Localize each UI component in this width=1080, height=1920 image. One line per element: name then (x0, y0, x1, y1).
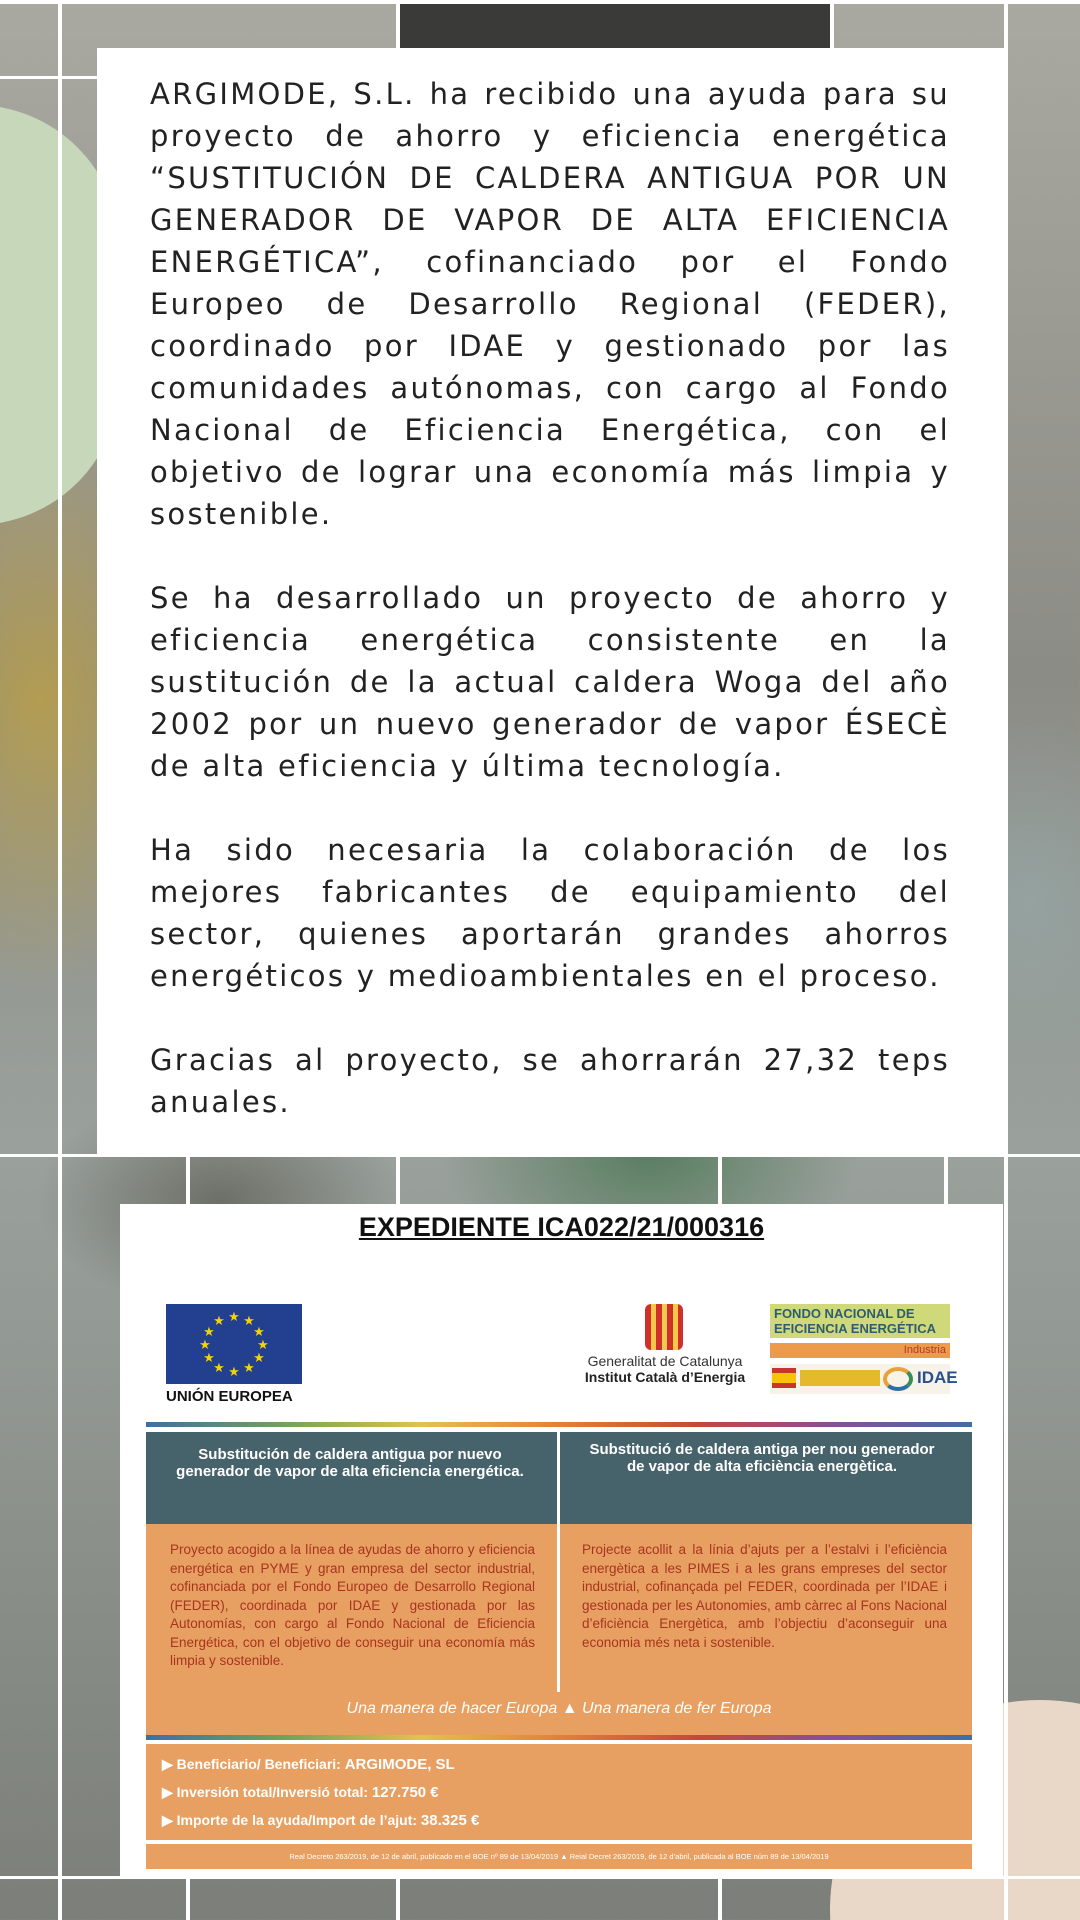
text-card (97, 48, 1004, 1154)
ministry-logo-icon (800, 1370, 880, 1386)
frame-line (0, 1876, 1080, 1879)
frame-line (0, 76, 97, 79)
funding-poster (120, 1204, 1003, 1876)
color-divider (146, 1422, 972, 1427)
paragraph-collaboration: Ha sido necesaria la colaboración de los mejores fabricantes de equipamiento del sector, quienes aportarán grandes ahorros energéticos y medioambientales en el proceso. (150, 833, 950, 993)
inversion-row (162, 1784, 439, 1801)
frame-line (58, 0, 62, 1920)
paragraph-project: Se ha desarrollado un proyecto de ahorro y eficiencia energética consistente en la sustitución de la actual caldera Woga del año 2002 por un nuevo generador de vapor ÉSECÈ de alta eficiencia y última tecnología. (150, 581, 950, 783)
fondo-nacional-subtitle: Industria (770, 1343, 950, 1358)
importe-row (162, 1812, 479, 1829)
legal-footnote: Real Decreto 263/2019, de 12 de abril, publicado en el BOE nº 89 de 13/04/2019 ▲ Reial Decret 263/2019, de 12 d’abril, publicada al BOE núm 89 de 13/04/2019 (146, 1844, 972, 1869)
svg-text:★: ★ (213, 1314, 225, 1329)
inversion-value: 127.750 € (371, 1784, 439, 1801)
frame-line (718, 1876, 722, 1920)
header-catalan: Substitució de caldera antiga per nou generador de vapor de alta eficiència energètica. (589, 1441, 935, 1475)
generalitat-name: Generalitat de Catalunya (587, 1353, 743, 1369)
svg-text:★: ★ (243, 1314, 255, 1329)
column-divider (557, 1432, 560, 1524)
column-divider (557, 1524, 560, 1692)
header-spanish: Substitución de caldera antigua por nuevo generador de vapor de alta eficiencia energética. (176, 1446, 524, 1480)
frame-line (830, 0, 834, 48)
frame-line (0, 1154, 1080, 1157)
frame-line (944, 1154, 948, 1204)
frame-line (0, 0, 1080, 4)
fondo-nacional-title: FONDO NACIONAL DE EFICIENCIA ENERGÉTICA (770, 1304, 950, 1338)
eu-flag-icon (166, 1304, 302, 1384)
frame-line (718, 1154, 722, 1204)
svg-text:★: ★ (213, 1361, 225, 1376)
expediente-title: EXPEDIENTE ICA022/21/000316 (358, 1212, 765, 1242)
svg-text:★: ★ (228, 1310, 240, 1325)
spain-flag-icon (772, 1368, 796, 1388)
beneficiario-value: ARGIMODE, SL (344, 1756, 455, 1773)
institut-name: Institut Català d’Energia (584, 1369, 746, 1385)
svg-text:★: ★ (203, 1325, 215, 1340)
paragraph-savings: Gracias al proyecto, se ahorrarán 27,32 teps anuales. (150, 1043, 950, 1119)
color-divider (146, 1735, 972, 1740)
svg-text:★: ★ (243, 1361, 255, 1376)
svg-text:★: ★ (253, 1325, 265, 1340)
svg-text:★: ★ (199, 1338, 211, 1353)
svg-text:★: ★ (228, 1365, 240, 1380)
idae-logo-icon (883, 1367, 913, 1391)
project-description-box (146, 1524, 972, 1736)
frame-line (186, 1876, 190, 1920)
beneficiario-label: ▶ Beneficiario/ Beneficiari: (162, 1756, 341, 1772)
background-photo-dark-area (400, 0, 830, 48)
eu-motto: Una manera de hacer Europa ▲ Una manera de fer Europa (346, 1700, 772, 1717)
paragraph-intro: ARGIMODE, S.L. ha recibido una ayuda para su proyecto de ahorro y eficiencia energética “SUSTITUCIÓN DE CALDERA ANTIGUA POR UN GENERADOR DE VAPOR DE ALTA EFICIENCIA ENERGÉTICA”, cofinanciado por el Fondo Europeo de Desarrollo Regional (FEDER), coordinado por IDAE y gestionado por las comunidades autónomas, con cargo al Fondo Nacional de Eficiencia Energética, con el objetivo de lograr una economía más limpia y sostenible. (150, 77, 950, 531)
inversion-label: ▶ Inversión total/Inversió total: (162, 1784, 369, 1800)
idae-label: IDAE (917, 1368, 958, 1387)
frame-line (1004, 0, 1008, 1920)
generalitat-emblem-icon (645, 1304, 683, 1350)
beneficiario-row (162, 1756, 455, 1773)
funding-info-box (146, 1744, 972, 1840)
svg-text:★: ★ (203, 1351, 215, 1366)
project-title-header (146, 1432, 972, 1524)
frame-line (186, 1154, 190, 1204)
eu-label: UNIÓN EUROPEA (166, 1388, 293, 1405)
importe-label: ▶ Importe de la ayuda/Import de l’ajut: (162, 1812, 418, 1828)
svg-text:★: ★ (253, 1351, 265, 1366)
svg-text:★: ★ (257, 1338, 269, 1353)
body-catalan: Projecte acollit a la línia d’ajuts per a l’estalvi i l’eficiència energètica a les PIMES i a les grans empreses del sector industrial, cofinançada pel FEDER, coordinada per l’IDAE i gestionada per les Autonomies, amb càrrec al Fons Nacional d’eficiència Energètica, amb l’objectiu d’aconseguir una economia més neta i sostenible. (582, 1542, 947, 1650)
importe-value: 38.325 € (420, 1812, 480, 1829)
body-spanish: Proyecto acogido a la línea de ayudas de ahorro y eficiencia energética en PYME y gran empresa del sector industrial, cofinanciada por el Fondo Europeo de Desarrollo Regional (FEDER), coordinada por IDAE y gestionada por las Autonomías, con cargo al Fondo Nacional de Eficiencia Energética, con el objetivo de conseguir una economía más limpia y sostenible. (170, 1542, 535, 1668)
